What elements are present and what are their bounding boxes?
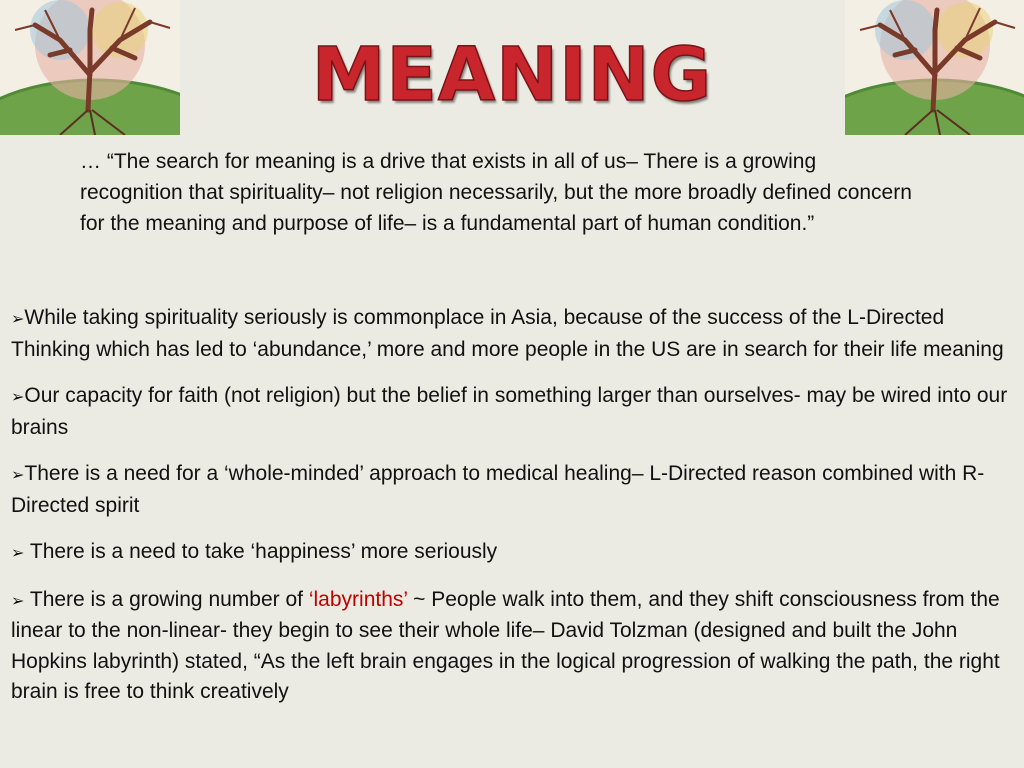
bullet-arrow-icon: ➢ xyxy=(11,465,25,484)
bullet-item xyxy=(11,381,1011,443)
bullet-item xyxy=(11,537,1011,569)
bullet-arrow-icon: ➢ xyxy=(11,387,25,406)
bullet-item xyxy=(11,459,1011,521)
bullet-arrow-icon: ➢ xyxy=(11,590,25,610)
bullet-arrow-icon: ➢ xyxy=(11,543,25,562)
labyrinths-highlight: ‘labyrinths’ xyxy=(308,587,408,611)
bullet-text: There is a need for a ‘whole-minded’ approach to medical healing– L-Directed reason combined with R-Directed spirit xyxy=(11,462,985,517)
bullet-text-continued: ~ People walk into them, and they shift consciousness from the linear to the non-linear- they begin to see their whole life– David Tolzman (designed and built the John Hopkins labyrinth) stated, “As the left brain engages in the logical progression of walking the path, the right brain is free to think creatively xyxy=(11,587,1000,703)
bullet-text: There is a growing number of xyxy=(24,587,309,611)
intro-quote: … “The search for meaning is a drive that exists in all of us– There is a growing recognition that spirituality– not religion necessarily, but the more broadly defined concern for the meaning and purpose of life– is a fundamental part of human condition.” xyxy=(80,150,912,235)
bullet-text: Our capacity for faith (not religion) but the belief in something larger than ourselves- may be wired into our brains xyxy=(11,384,1008,439)
bullet-list xyxy=(11,303,1011,724)
bullet-item xyxy=(11,303,1011,365)
slide-title: MEANING xyxy=(311,32,713,118)
bullet-item xyxy=(11,585,1011,708)
bullet-arrow-icon: ➢ xyxy=(11,309,25,328)
bullet-text: While taking spirituality seriously is commonplace in Asia, because of the success of the L-Directed Thinking which has led to ‘abundance,’ more and more people in the US are in search for their life meaning xyxy=(11,306,1004,361)
bullet-text: There is a need to take ‘happiness’ more seriously xyxy=(24,540,498,563)
